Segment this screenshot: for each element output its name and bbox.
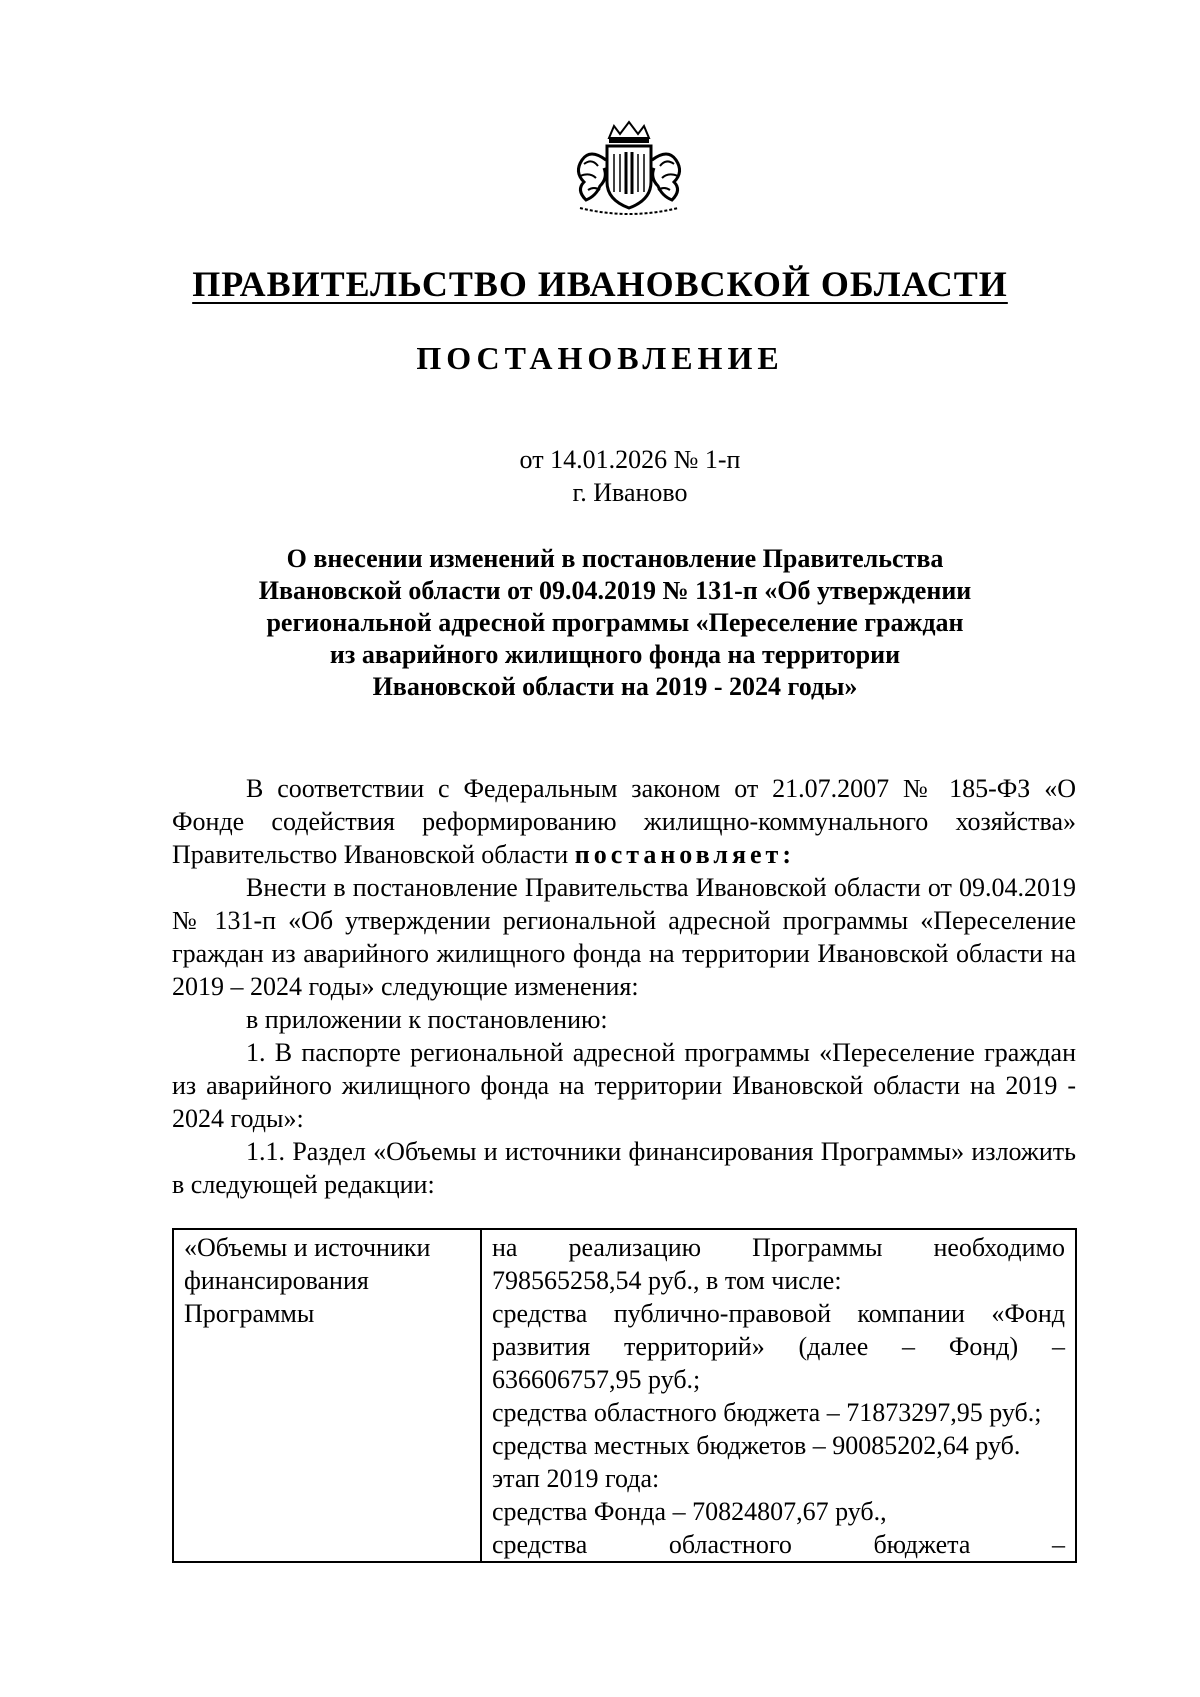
financing-line: средства Фонда – 70824807,67 руб., [492, 1497, 887, 1526]
subject-line: О внесении изменений в постановление Правительства [286, 544, 944, 573]
resolves-word: постановляет: [574, 840, 795, 869]
table-row [173, 1229, 1076, 1562]
paragraph-item-1-1: 1.1. Раздел «Объемы и источники финансирования Программы» изложить в следующей редакции: [172, 1137, 1076, 1199]
paragraph-basis: В соответствии с Федеральным законом от 21.07.2007 № 185-ФЗ «О Фонде содействия реформированию жилищно-коммунального хозяйства» Правительство Ивановской области постановляет: [172, 774, 1076, 869]
document-city: г. Иваново [572, 478, 688, 507]
financing-line: этап 2019 года: [492, 1464, 660, 1493]
subject-line: из аварийного жилищного фонда на территории [329, 640, 901, 669]
document-body [172, 772, 1076, 1201]
financing-line: средства местных бюджетов – 90085202,64 руб. [492, 1431, 1021, 1460]
paragraph-appendix: в приложении к постановлению: [246, 1005, 608, 1034]
document-type: ПОСТАНОВЛЕНИЕ [416, 340, 784, 376]
document-subject [200, 543, 1030, 703]
financing-line: средства областного бюджета – [492, 1530, 1065, 1559]
organization-title: ПРАВИТЕЛЬСТВО ИВАНОВСКОЙ ОБЛАСТИ [192, 264, 1008, 304]
ivanovo-coat-of-arms-icon [562, 120, 696, 220]
financing-table [172, 1228, 1077, 1563]
paragraph-amend: Внести в постановление Правительства Ивановской области от 09.04.2019 № 131-п «Об утверждении региональной адресной программы «Переселение граждан из аварийного жилищного фонда на территории Ивановской области на 2019 – 2024 годы» следующие изменения: [172, 873, 1076, 1001]
subject-line: региональной адресной программы «Переселение граждан [266, 608, 964, 637]
financing-label-cell: «Объемы и источники финансирования Программы [173, 1229, 481, 1562]
financing-line: средства областного бюджета – 71873297,95 руб.; [492, 1398, 1042, 1427]
document-date-number: от 14.01.2026 № 1-п [519, 445, 741, 474]
subject-line: Ивановской области на 2019 - 2024 годы» [372, 672, 858, 701]
paragraph-item-1: 1. В паспорте региональной адресной программы «Переселение граждан из аварийного жилищного фонда на территории Ивановской области на 2019 - 2024 годы»: [172, 1038, 1076, 1133]
financing-line: на реализацию Программы необходимо 798565258,54 руб., в том числе: [492, 1233, 1065, 1295]
financing-line: средства публично-правовой компании «Фонд развития территорий» (далее – Фонд) – 636606757,95 руб.; [492, 1299, 1065, 1394]
financing-value-cell [481, 1229, 1076, 1562]
subject-line: Ивановской области от 09.04.2019 № 131-п «Об утверждении [258, 576, 972, 605]
